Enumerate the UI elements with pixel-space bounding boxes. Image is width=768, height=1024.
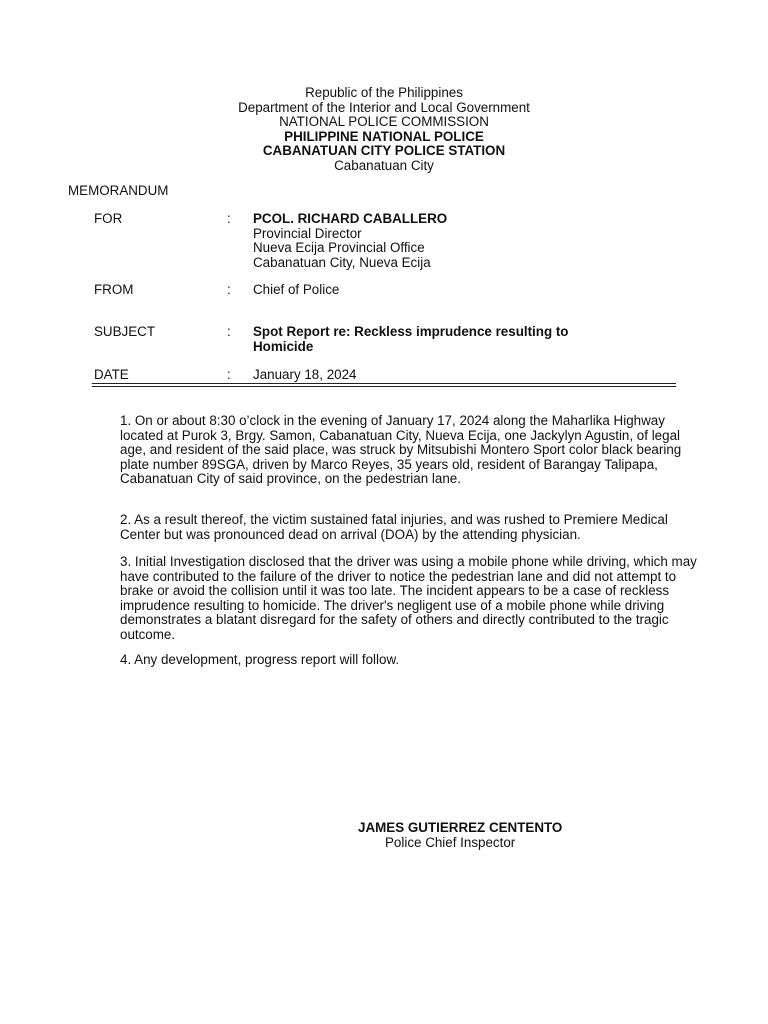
paragraph-1: [120, 414, 704, 487]
header-divider-bottom: [92, 386, 676, 387]
for-colon: :: [227, 211, 231, 226]
signatory-name: JAMES GUTIERREZ CENTENTO: [358, 820, 563, 835]
from-colon: :: [227, 282, 231, 297]
paragraph-4-text: 4. Any development, progress report will follow.: [120, 652, 400, 667]
signatory-title: Police Chief Inspector: [385, 835, 516, 850]
recipient-name: PCOL. RICHARD CABALLERO: [253, 211, 448, 226]
paragraph-1-text: 1. On or about 8:30 o’clock in the evening of January 17, 2024 along the Maharlika Highway located at Purok 3, Brgy. Samon, Cabanatuan City, Nueva Ecija, one Jackylyn Agustin, of legal age, and resident of the said place, was struck by Mitsubishi Montero Sport color black bearing plate number 89SGA, driven by Marco Reyes, 35 years old, resident of Barangay Talipapa, Cabanatuan City of said province, on the pedestrian lane.: [120, 413, 682, 487]
header-napolcom: NATIONAL POLICE COMMISSION: [279, 114, 489, 130]
subject-label: SUBJECT: [94, 324, 156, 339]
for-label: FOR: [94, 211, 123, 226]
memorandum-label: MEMORANDUM: [68, 183, 169, 198]
header-station: CABANATUAN CITY POLICE STATION: [262, 143, 506, 159]
letterhead: [0, 86, 768, 174]
paragraph-2: [120, 513, 704, 542]
subject-line-1: Spot Report re: Reckless imprudence resulting to: [253, 324, 569, 339]
date-value: January 18, 2024: [253, 367, 357, 382]
paragraph-4: [120, 653, 704, 668]
from-label: FROM: [94, 282, 134, 297]
header-divider-top: [92, 383, 676, 384]
paragraph-2-text: 2. As a result thereof, the victim sustained fatal injuries, and was rushed to Premiere Medical Center but was pronounced dead on arrival (DOA) by the attending physician.: [120, 512, 668, 542]
header-city: Cabanatuan City: [334, 157, 434, 173]
subject-value: [253, 325, 569, 354]
from-value: Chief of Police: [253, 282, 340, 297]
for-recipient: [253, 212, 447, 270]
date-colon: :: [227, 367, 231, 382]
header-pnp: PHILIPPINE NATIONAL POLICE: [284, 128, 484, 144]
paragraph-3-text: 3. Initial Investigation disclosed that the driver was using a mobile phone while driving, which may have contributed to the failure of the driver to notice the pedestrian lane and did not attempt to brake or avoid the collision until it was too late. The incident appears to be a case of reckless imprudence resulting to homicide. The driver's negligent use of a mobile phone while driving demonstrates a blatant disregard for the safety of others and directly contributed to the tragic outcome.: [120, 554, 697, 642]
date-label: DATE: [94, 367, 129, 382]
recipient-position: Provincial Director: [253, 225, 362, 241]
header-republic: Republic of the Philippines: [305, 85, 463, 100]
subject-colon: :: [227, 324, 231, 339]
paragraph-3: [120, 555, 704, 643]
recipient-office: Nueva Ecija Provincial Office: [253, 240, 425, 256]
subject-line-2: Homicide: [253, 338, 314, 354]
header-dilg: Department of the Interior and Local Government: [238, 99, 530, 115]
recipient-address: Cabanatuan City, Nueva Ecija: [253, 254, 431, 270]
